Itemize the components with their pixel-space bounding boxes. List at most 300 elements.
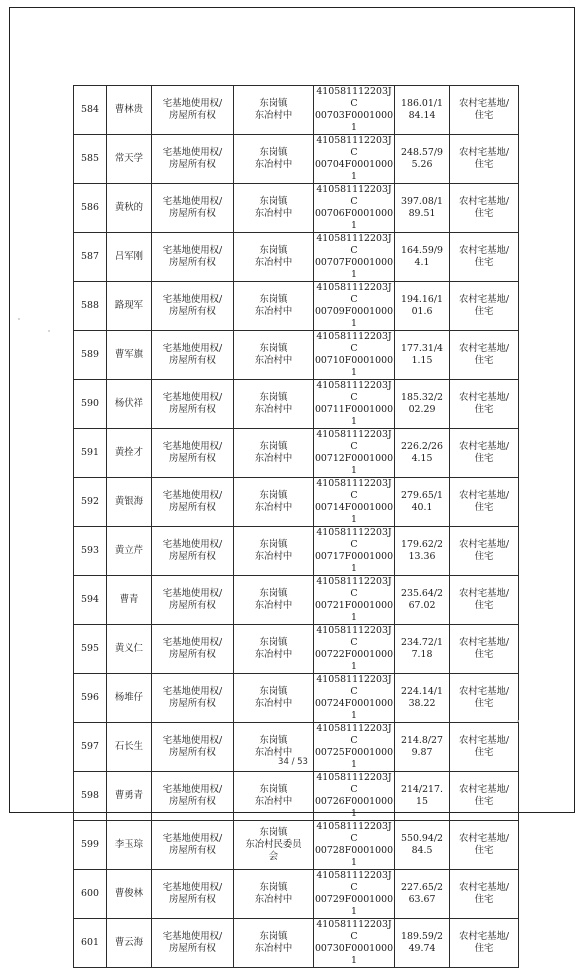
area-value-cell <box>395 184 450 233</box>
area-value-line: 63.67 <box>408 894 436 905</box>
scan-speck <box>517 720 519 722</box>
right-type-line: 宅基地使用权/ <box>162 833 223 844</box>
location-line: 东冶村中 <box>254 894 293 905</box>
area-value-line: 02.29 <box>408 404 436 415</box>
right-type-cell <box>152 674 234 723</box>
right-type-cell <box>152 282 234 331</box>
area-value-line: 185.32/2 <box>401 392 443 403</box>
location-line: 东岗镇 <box>259 343 288 354</box>
land-use-cell <box>450 576 519 625</box>
land-use-line: 农村宅基地/ <box>458 245 510 256</box>
unit-code-line: 410581112203JC <box>316 723 392 746</box>
location-cell <box>234 527 314 576</box>
area-value-cell <box>395 870 450 919</box>
location-line: 东岗镇 <box>259 441 288 452</box>
right-type-line: 房屋所有权 <box>169 649 216 660</box>
record-number-cell: 592 <box>74 478 107 527</box>
land-use-line: 农村宅基地/ <box>458 147 510 158</box>
record-number-cell: 584 <box>74 86 107 135</box>
right-type-line: 房屋所有权 <box>169 698 216 709</box>
unit-code-line: 410581112203JC <box>316 870 392 893</box>
table-row <box>74 478 519 527</box>
owner-name-cell: 李玉琮 <box>107 821 152 870</box>
record-number-cell: 591 <box>74 429 107 478</box>
area-value-cell <box>395 86 450 135</box>
owner-name-cell: 路现军 <box>107 282 152 331</box>
table-row <box>74 135 519 184</box>
land-use-cell <box>450 233 519 282</box>
right-type-cell <box>152 429 234 478</box>
right-type-line: 房屋所有权 <box>169 600 216 611</box>
unit-code-line: 00704F00010001 <box>314 159 394 182</box>
area-value-cell <box>395 331 450 380</box>
area-value-line: 5.26 <box>411 159 433 170</box>
location-cell <box>234 86 314 135</box>
land-use-cell <box>450 772 519 821</box>
right-type-line: 房屋所有权 <box>169 453 216 464</box>
unit-code-cell <box>314 331 395 380</box>
land-use-line: 农村宅基地/ <box>458 833 510 844</box>
table-row <box>74 772 519 821</box>
area-value-cell <box>395 821 450 870</box>
table-row <box>74 86 519 135</box>
location-cell <box>234 135 314 184</box>
land-use-cell <box>450 135 519 184</box>
owner-name-cell: 曹云海 <box>107 919 152 968</box>
right-type-line: 房屋所有权 <box>169 404 216 415</box>
land-use-cell <box>450 478 519 527</box>
location-line: 东冶村中 <box>254 796 293 807</box>
table-row <box>74 380 519 429</box>
unit-code-line: 00725F00010001 <box>314 747 394 770</box>
location-line: 会 <box>268 851 279 862</box>
location-line: 东冶村中 <box>254 551 293 562</box>
right-type-line: 宅基地使用权/ <box>162 784 223 795</box>
right-type-line: 房屋所有权 <box>169 306 216 317</box>
land-use-cell <box>450 527 519 576</box>
unit-code-line: 00724F00010001 <box>314 698 394 721</box>
record-number-cell: 594 <box>74 576 107 625</box>
unit-code-line: 00709F00010001 <box>314 306 394 329</box>
unit-code-line: 00707F00010001 <box>314 257 394 280</box>
land-use-line: 住宅 <box>474 110 494 121</box>
area-value-line: 214/217. <box>401 784 443 795</box>
right-type-cell <box>152 576 234 625</box>
location-cell <box>234 674 314 723</box>
unit-code-line: 00712F00010001 <box>314 453 394 476</box>
unit-code-cell <box>314 674 395 723</box>
location-line: 东冶村中 <box>254 649 293 660</box>
unit-code-line: 410581112203JC <box>316 576 392 599</box>
location-line: 东冶村中 <box>254 355 293 366</box>
right-type-cell <box>152 772 234 821</box>
land-use-line: 住宅 <box>474 894 494 905</box>
unit-code-line: 410581112203JC <box>316 919 392 942</box>
area-value-line: 189.59/2 <box>401 931 443 942</box>
right-type-line: 宅基地使用权/ <box>162 686 223 697</box>
location-line: 东岗镇 <box>259 735 288 746</box>
land-use-line: 住宅 <box>474 796 494 807</box>
owner-name-cell: 杨伏祥 <box>107 380 152 429</box>
land-use-cell <box>450 282 519 331</box>
area-value-line: 9.87 <box>411 747 433 758</box>
unit-code-line: 00706F00010001 <box>314 208 394 231</box>
unit-code-line: 410581112203JC <box>316 527 392 550</box>
land-use-line: 农村宅基地/ <box>458 686 510 697</box>
right-type-cell <box>152 478 234 527</box>
page-number: 34 / 53 <box>278 757 308 767</box>
area-value-line: 01.6 <box>411 306 433 317</box>
right-type-line: 房屋所有权 <box>169 208 216 219</box>
land-use-cell <box>450 919 519 968</box>
owner-name-cell: 常天学 <box>107 135 152 184</box>
area-value-cell <box>395 772 450 821</box>
location-line: 东岗镇 <box>259 98 288 109</box>
location-line: 东冶村中 <box>254 600 293 611</box>
unit-code-cell <box>314 184 395 233</box>
area-value-cell <box>395 380 450 429</box>
location-line: 东岗镇 <box>259 196 288 207</box>
unit-code-line: 00726F00010001 <box>314 796 394 819</box>
land-use-cell <box>450 331 519 380</box>
right-type-cell <box>152 135 234 184</box>
land-use-line: 住宅 <box>474 649 494 660</box>
right-type-line: 宅基地使用权/ <box>162 490 223 501</box>
land-use-cell <box>450 184 519 233</box>
area-value-line: 84.5 <box>411 845 433 856</box>
location-line: 东岗镇 <box>259 882 288 893</box>
right-type-line: 房屋所有权 <box>169 159 216 170</box>
record-number-cell: 588 <box>74 282 107 331</box>
unit-code-cell <box>314 625 395 674</box>
table-row <box>74 625 519 674</box>
unit-code-line: 410581112203JC <box>316 674 392 697</box>
location-cell <box>234 870 314 919</box>
area-value-cell <box>395 576 450 625</box>
owner-name-cell: 曹勇青 <box>107 772 152 821</box>
right-type-line: 房屋所有权 <box>169 943 216 954</box>
location-cell <box>234 625 314 674</box>
right-type-line: 宅基地使用权/ <box>162 539 223 550</box>
land-use-cell <box>450 380 519 429</box>
table-row <box>74 919 519 968</box>
land-use-line: 农村宅基地/ <box>458 931 510 942</box>
unit-code-cell <box>314 527 395 576</box>
unit-code-line: 410581112203JC <box>316 86 392 109</box>
location-line: 东冶村中 <box>254 257 293 268</box>
unit-code-line: 410581112203JC <box>316 429 392 452</box>
unit-code-line: 00710F00010001 <box>314 355 394 378</box>
area-value-line: 13.36 <box>408 551 436 562</box>
record-number-cell: 598 <box>74 772 107 821</box>
owner-name-cell: 黄义仁 <box>107 625 152 674</box>
right-type-cell <box>152 919 234 968</box>
land-use-line: 住宅 <box>474 257 494 268</box>
record-number-cell: 593 <box>74 527 107 576</box>
unit-code-cell <box>314 233 395 282</box>
table-row <box>74 674 519 723</box>
location-line: 东岗镇 <box>259 147 288 158</box>
land-use-line: 农村宅基地/ <box>458 637 510 648</box>
area-value-line: 214.8/27 <box>401 735 443 746</box>
right-type-line: 房屋所有权 <box>169 796 216 807</box>
right-type-line: 房屋所有权 <box>169 845 216 856</box>
table-row <box>74 821 519 870</box>
location-line: 东冶村中 <box>254 208 293 219</box>
land-use-line: 农村宅基地/ <box>458 784 510 795</box>
land-use-line: 住宅 <box>474 453 494 464</box>
area-value-line: 186.01/1 <box>401 98 443 109</box>
unit-code-line: 00714F00010001 <box>314 502 394 525</box>
right-type-cell <box>152 870 234 919</box>
location-line: 东岗镇 <box>259 392 288 403</box>
unit-code-cell <box>314 772 395 821</box>
owner-name-cell: 黄秋的 <box>107 184 152 233</box>
right-type-cell <box>152 625 234 674</box>
unit-code-line: 410581112203JC <box>316 821 392 844</box>
land-use-line: 农村宅基地/ <box>458 588 510 599</box>
right-type-line: 宅基地使用权/ <box>162 441 223 452</box>
land-use-line: 农村宅基地/ <box>458 882 510 893</box>
right-type-cell <box>152 331 234 380</box>
land-use-line: 住宅 <box>474 747 494 758</box>
right-type-line: 房屋所有权 <box>169 110 216 121</box>
land-use-line: 农村宅基地/ <box>458 539 510 550</box>
area-value-line: 49.74 <box>408 943 436 954</box>
land-use-line: 农村宅基地/ <box>458 735 510 746</box>
location-line: 东冶村中 <box>254 110 293 121</box>
land-use-line: 农村宅基地/ <box>458 392 510 403</box>
right-type-line: 宅基地使用权/ <box>162 882 223 893</box>
land-use-line: 农村宅基地/ <box>458 98 510 109</box>
unit-code-line: 410581112203JC <box>316 625 392 648</box>
location-line: 东岗镇 <box>259 686 288 697</box>
land-use-line: 住宅 <box>474 208 494 219</box>
location-line: 东岗镇 <box>259 827 288 838</box>
right-type-line: 房屋所有权 <box>169 502 216 513</box>
location-line: 东岗镇 <box>259 784 288 795</box>
area-value-cell <box>395 135 450 184</box>
location-cell <box>234 331 314 380</box>
right-type-line: 宅基地使用权/ <box>162 294 223 305</box>
table-row <box>74 184 519 233</box>
area-value-cell <box>395 429 450 478</box>
right-type-line: 宅基地使用权/ <box>162 735 223 746</box>
right-type-line: 宅基地使用权/ <box>162 147 223 158</box>
land-use-cell <box>450 821 519 870</box>
area-value-line: 224.14/1 <box>401 686 443 697</box>
record-number-cell: 599 <box>74 821 107 870</box>
location-line: 东岗镇 <box>259 490 288 501</box>
unit-code-line: 410581112203JC <box>316 380 392 403</box>
unit-code-line: 00728F00010001 <box>314 845 394 868</box>
area-value-line: 279.65/1 <box>401 490 443 501</box>
unit-code-line: 410581112203JC <box>316 478 392 501</box>
unit-code-line: 410581112203JC <box>316 331 392 354</box>
location-cell <box>234 282 314 331</box>
right-type-line: 宅基地使用权/ <box>162 98 223 109</box>
property-registry-table <box>73 85 519 968</box>
right-type-cell <box>152 184 234 233</box>
unit-code-cell <box>314 86 395 135</box>
unit-code-cell <box>314 380 395 429</box>
table-row <box>74 282 519 331</box>
area-value-line: 7.18 <box>411 649 433 660</box>
area-value-cell <box>395 478 450 527</box>
right-type-line: 房屋所有权 <box>169 894 216 905</box>
area-value-line: 550.94/2 <box>401 833 443 844</box>
area-value-cell <box>395 674 450 723</box>
land-use-line: 住宅 <box>474 698 494 709</box>
unit-code-line: 00721F00010001 <box>314 600 394 623</box>
owner-name-cell: 曹青 <box>107 576 152 625</box>
owner-name-cell: 黄拴才 <box>107 429 152 478</box>
right-type-line: 宅基地使用权/ <box>162 637 223 648</box>
record-number-cell: 600 <box>74 870 107 919</box>
unit-code-line: 00729F00010001 <box>314 894 394 917</box>
area-value-line: 67.02 <box>408 600 436 611</box>
unit-code-cell <box>314 919 395 968</box>
location-line: 东岗镇 <box>259 931 288 942</box>
right-type-cell <box>152 380 234 429</box>
record-number-cell: 585 <box>74 135 107 184</box>
owner-name-cell: 黄立芹 <box>107 527 152 576</box>
record-number-cell: 586 <box>74 184 107 233</box>
area-value-line: 397.08/1 <box>401 196 443 207</box>
area-value-cell <box>395 527 450 576</box>
unit-code-cell <box>314 576 395 625</box>
unit-code-line: 00722F00010001 <box>314 649 394 672</box>
land-use-line: 住宅 <box>474 845 494 856</box>
land-use-line: 农村宅基地/ <box>458 294 510 305</box>
unit-code-line: 410581112203JC <box>316 184 392 207</box>
location-line: 东冶村中 <box>254 502 293 513</box>
location-line: 东冶村中 <box>254 404 293 415</box>
location-cell <box>234 919 314 968</box>
owner-name-cell: 石长生 <box>107 723 152 772</box>
unit-code-cell <box>314 478 395 527</box>
right-type-line: 房屋所有权 <box>169 551 216 562</box>
unit-code-cell <box>314 135 395 184</box>
land-use-line: 住宅 <box>474 502 494 513</box>
land-use-cell <box>450 625 519 674</box>
right-type-cell <box>152 821 234 870</box>
location-line: 东岗镇 <box>259 588 288 599</box>
right-type-line: 宅基地使用权/ <box>162 588 223 599</box>
location-cell <box>234 821 314 870</box>
area-value-line: 38.22 <box>408 698 436 709</box>
location-line: 东岗镇 <box>259 245 288 256</box>
record-number-cell: 597 <box>74 723 107 772</box>
right-type-cell <box>152 86 234 135</box>
unit-code-line: 00711F00010001 <box>314 404 394 427</box>
owner-name-cell: 曹林贵 <box>107 86 152 135</box>
unit-code-line: 410581112203JC <box>316 135 392 158</box>
area-value-line: 1.15 <box>411 355 433 366</box>
owner-name-cell: 黄银海 <box>107 478 152 527</box>
location-line: 东冶村中 <box>254 306 293 317</box>
area-value-cell <box>395 625 450 674</box>
right-type-line: 宅基地使用权/ <box>162 931 223 942</box>
location-cell <box>234 184 314 233</box>
land-use-line: 住宅 <box>474 943 494 954</box>
record-number-cell: 587 <box>74 233 107 282</box>
land-use-cell <box>450 870 519 919</box>
owner-name-cell: 杨堆仔 <box>107 674 152 723</box>
unit-code-cell <box>314 429 395 478</box>
right-type-line: 宅基地使用权/ <box>162 392 223 403</box>
scan-speck <box>18 318 20 320</box>
right-type-line: 房屋所有权 <box>169 355 216 366</box>
scan-speck <box>48 330 50 332</box>
area-value-cell <box>395 233 450 282</box>
location-line: 东岗镇 <box>259 539 288 550</box>
area-value-line: 4.15 <box>411 453 433 464</box>
location-line: 东冶村中 <box>254 943 293 954</box>
location-cell <box>234 429 314 478</box>
record-number-cell: 596 <box>74 674 107 723</box>
land-use-cell <box>450 674 519 723</box>
right-type-cell <box>152 233 234 282</box>
location-cell <box>234 478 314 527</box>
area-value-line: 84.14 <box>408 110 436 121</box>
location-cell <box>234 233 314 282</box>
area-value-cell <box>395 282 450 331</box>
land-use-line: 农村宅基地/ <box>458 490 510 501</box>
unit-code-line: 00703F00010001 <box>314 110 394 133</box>
right-type-line: 宅基地使用权/ <box>162 196 223 207</box>
unit-code-line: 00730F00010001 <box>314 943 394 966</box>
land-use-cell <box>450 86 519 135</box>
land-use-cell <box>450 429 519 478</box>
area-value-line: 194.16/1 <box>401 294 443 305</box>
unit-code-line: 410581112203JC <box>316 772 392 795</box>
land-use-line: 住宅 <box>474 600 494 611</box>
area-value-line: 248.57/9 <box>401 147 443 158</box>
right-type-line: 宅基地使用权/ <box>162 343 223 354</box>
location-line: 东冶村中 <box>254 453 293 464</box>
location-line: 东冶村民委员 <box>245 839 302 850</box>
unit-code-cell <box>314 821 395 870</box>
location-line: 东冶村中 <box>254 747 293 758</box>
unit-code-line: 00717F00010001 <box>314 551 394 574</box>
land-use-line: 农村宅基地/ <box>458 441 510 452</box>
land-use-line: 住宅 <box>474 306 494 317</box>
table-row <box>74 233 519 282</box>
owner-name-cell: 吕军刚 <box>107 233 152 282</box>
table-row <box>74 527 519 576</box>
unit-code-line: 410581112203JC <box>316 233 392 256</box>
area-value-line: 40.1 <box>411 502 433 513</box>
land-use-line: 住宅 <box>474 551 494 562</box>
location-line: 东冶村中 <box>254 159 293 170</box>
registry-table-body <box>74 86 519 968</box>
land-use-line: 农村宅基地/ <box>458 343 510 354</box>
area-value-line: 89.51 <box>408 208 436 219</box>
land-use-line: 农村宅基地/ <box>458 196 510 207</box>
area-value-cell <box>395 919 450 968</box>
land-use-line: 住宅 <box>474 355 494 366</box>
land-use-line: 住宅 <box>474 404 494 415</box>
right-type-cell <box>152 527 234 576</box>
record-number-cell: 590 <box>74 380 107 429</box>
owner-name-cell: 曹俊林 <box>107 870 152 919</box>
area-value-line: 235.64/2 <box>401 588 443 599</box>
area-value-line: 179.62/2 <box>401 539 443 550</box>
area-value-line: 15 <box>416 796 428 807</box>
unit-code-cell <box>314 870 395 919</box>
record-number-cell: 601 <box>74 919 107 968</box>
